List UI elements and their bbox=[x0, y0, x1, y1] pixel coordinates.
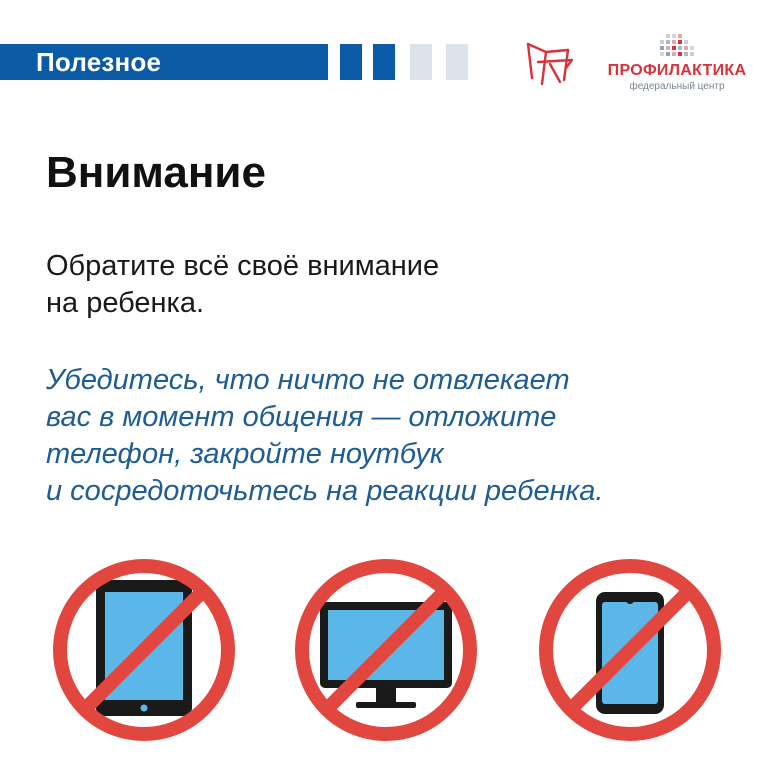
chair-logo-icon bbox=[520, 38, 580, 88]
header-block-3 bbox=[410, 44, 432, 80]
logo-subtitle: федеральный центр bbox=[629, 81, 725, 92]
header-block-1 bbox=[340, 44, 362, 80]
no-tablet-icon bbox=[46, 552, 242, 748]
note-line: вас в момент общения — отложите bbox=[46, 401, 557, 433]
note-line: и сосредоточьтесь на реакции ребенка. bbox=[46, 475, 604, 507]
no-phone-icon bbox=[532, 552, 728, 748]
header-block-2 bbox=[373, 44, 395, 80]
logo-title: ПРОФИЛАКТИКА bbox=[607, 62, 747, 79]
lead-line: на ребенка. bbox=[46, 287, 205, 319]
header-label: Полезное bbox=[36, 47, 162, 77]
no-monitor-icon bbox=[288, 552, 484, 748]
logo-grid-icon bbox=[660, 34, 696, 60]
note-line: телефон, закройте ноутбук bbox=[46, 438, 444, 470]
lead-line: Обратите всё своё внимание bbox=[46, 250, 440, 282]
header-block-4 bbox=[446, 44, 468, 80]
lead-text bbox=[46, 248, 439, 322]
note-text bbox=[46, 362, 603, 510]
note-line: Убедитесь, что ничто не отвлекает bbox=[46, 364, 570, 396]
page-title: Внимание bbox=[46, 148, 266, 197]
